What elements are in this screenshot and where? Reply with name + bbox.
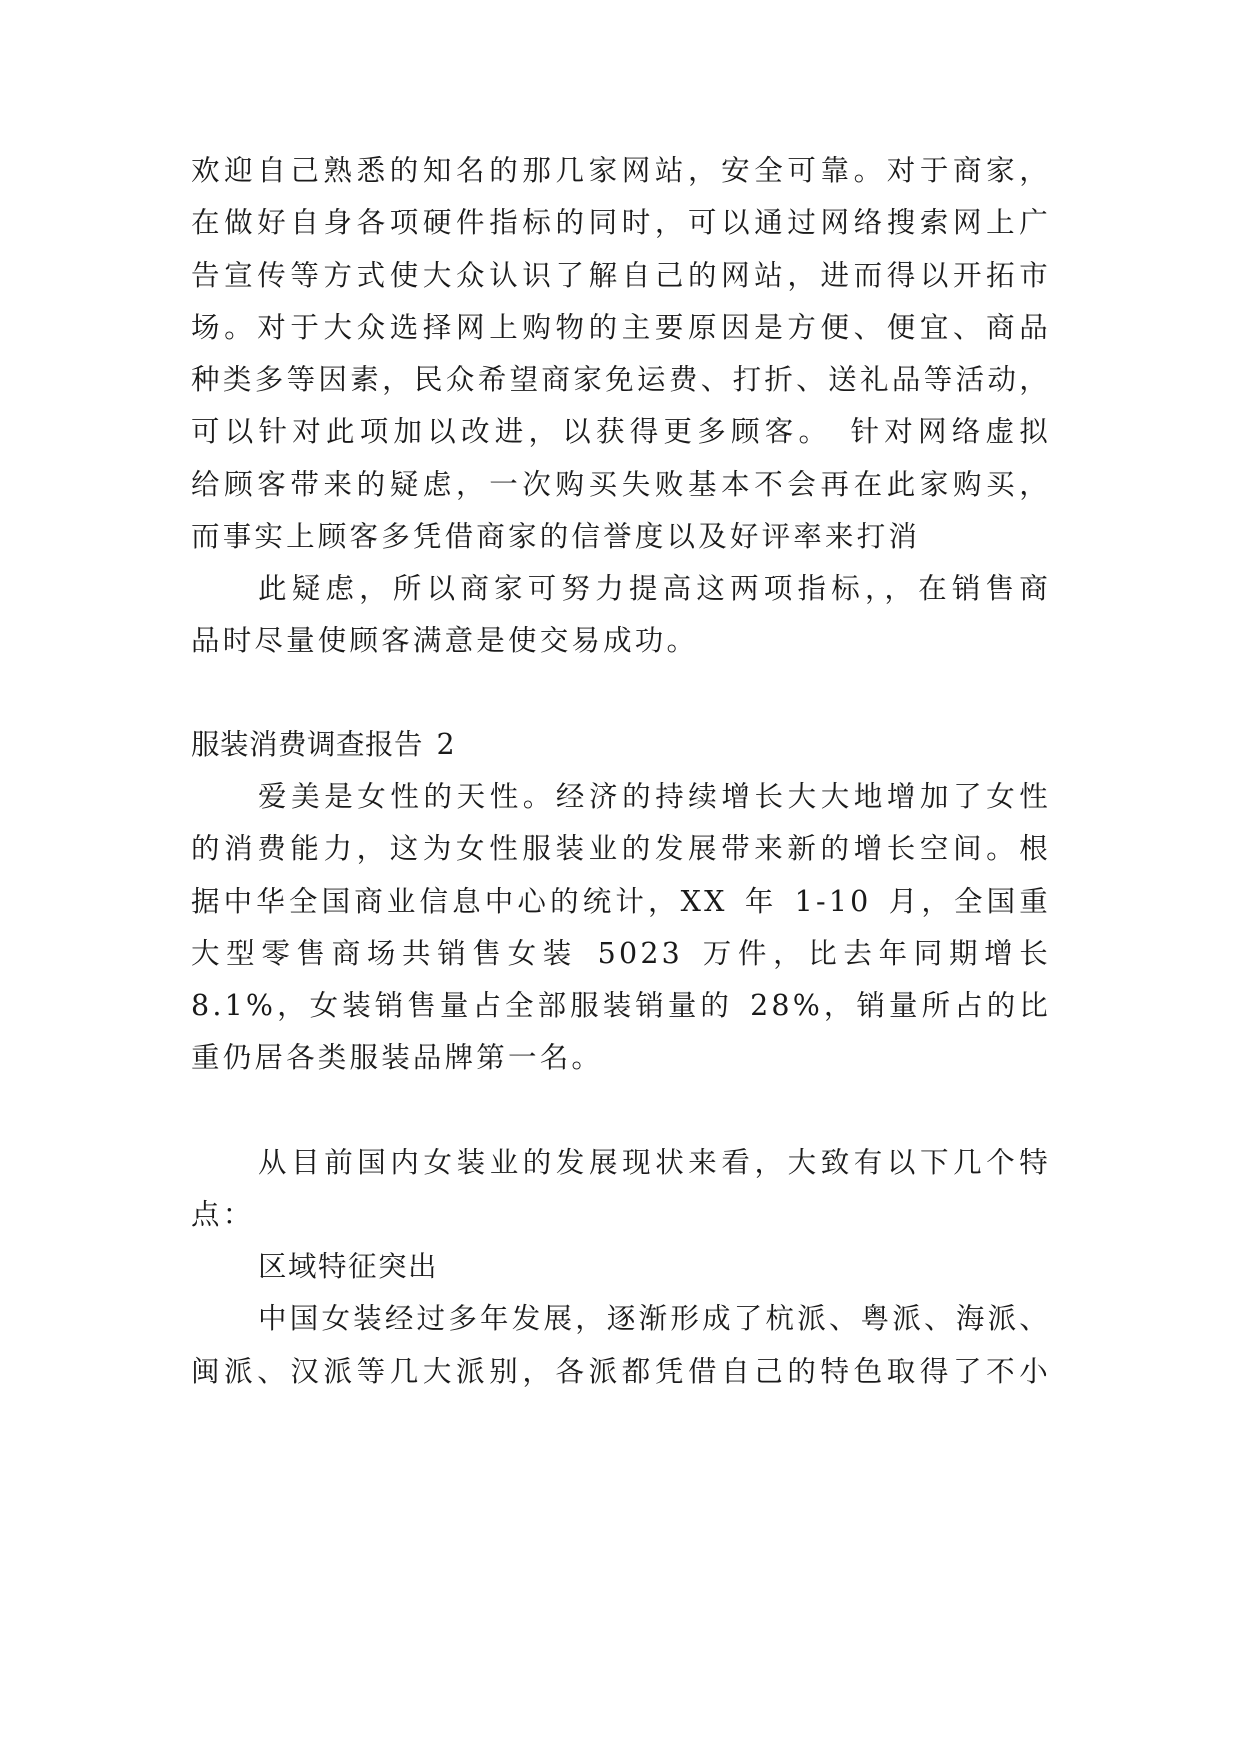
- paragraph-line: 8.1%，女装销售量占全部服装销量的 28%，销量所占的比: [191, 989, 1051, 1022]
- paragraph-line: 从目前国内女装业的发展现状来看，大致有以下几个特: [258, 1146, 1051, 1179]
- paragraph-line: 此疑虑，所以商家可努力提高这两项指标，，在销售商: [258, 572, 1051, 605]
- paragraph-line: 场。对于大众选择网上购物的主要原因是方便、便宜、商品: [191, 311, 1051, 344]
- paragraph-line: 中国女装经过多年发展，逐渐形成了杭派、粤派、海派、: [258, 1302, 1051, 1335]
- paragraph-line: 欢迎自己熟悉的知名的那几家网站，安全可靠。对于商家，: [191, 154, 1051, 187]
- paragraph-line: 而事实上顾客多凭借商家的信誉度以及好评率来打消: [191, 520, 921, 553]
- paragraph-line: 品时尽量使顾客满意是使交易成功。: [191, 624, 699, 657]
- section-heading: 服装消费调查报告 2: [191, 728, 456, 761]
- paragraph-line: 闽派、汉派等几大派别，各派都凭借自己的特色取得了不小: [191, 1355, 1051, 1388]
- paragraph-line: 可以针对此项加以改进，以获得更多顾客。 针对网络虚拟: [191, 415, 1051, 448]
- subheading: 区域特征突出: [258, 1250, 439, 1283]
- paragraph-line: 在做好自身各项硬件指标的同时，可以通过网络搜索网上广: [191, 206, 1051, 239]
- paragraph-line: 点：: [191, 1198, 255, 1231]
- paragraph-line: 爱美是女性的天性。经济的持续增长大大地增加了女性: [258, 780, 1051, 813]
- paragraph-line: 给顾客带来的疑虑，一次购买失败基本不会再在此家购买，: [191, 468, 1051, 501]
- paragraph-line: 告宣传等方式使大众认识了解自己的网站，进而得以开拓市: [191, 259, 1051, 292]
- paragraph-line: 的消费能力，这为女性服装业的发展带来新的增长空间。根: [191, 832, 1051, 865]
- paragraph-line: 据中华全国商业信息中心的统计，XX 年 1-10 月，全国重: [191, 885, 1051, 918]
- paragraph-line: 大型零售商场共销售女装 5023 万件，比去年同期增长: [191, 937, 1051, 970]
- paragraph-line: 重仍居各类服装品牌第一名。: [191, 1041, 604, 1074]
- paragraph-line: 种类多等因素，民众希望商家免运费、打折、送礼品等活动，: [191, 363, 1051, 396]
